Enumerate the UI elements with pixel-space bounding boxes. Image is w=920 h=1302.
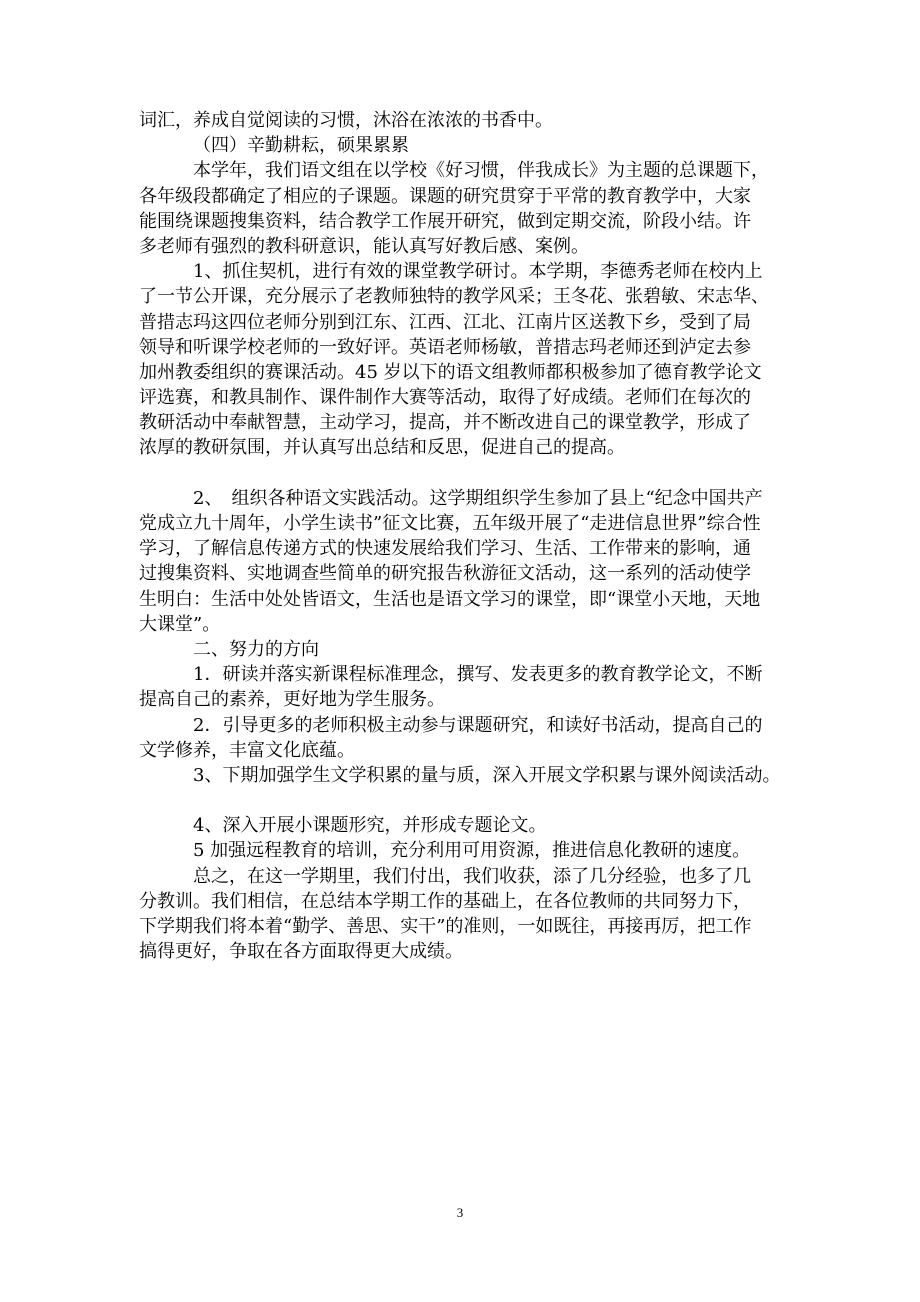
text-line: 领导和听课学校老师的一致好评。英语老师杨敏，普措志玛老师还到泸定去参 (139, 336, 751, 358)
text-line: 能围绕课题搜集资料，结合教学工作展开研究，做到定期交流，阶段小结。许 (139, 210, 751, 232)
text-line: 过搜集资料、实地调查些简单的研究报告秋游征文活动，这一系列的活动使学 (139, 563, 751, 585)
text-line: 了一节公开课，充分展示了老教师独特的教学风采；王冬花、张碧敏、宋志华、 (139, 286, 769, 308)
document-body (139, 108, 789, 964)
text-line: 本学年，我们语文组在以学校《好习惯，伴我成长》为主题的总课题下， (193, 160, 769, 182)
text-line: 学习，了解信息传递方式的快速发展给我们学习、生活、工作带来的影响，通 (139, 538, 751, 560)
text-line: 搞得更好，争取在各方面取得更大成绩。 (139, 941, 463, 963)
text-line: 2、 组织各种语文实践活动。这学期组织学生参加了县上“纪念中国共产 (193, 487, 763, 509)
text-line: 2．引导更多的老师积极主动参与课题研究，和读好书活动，提高自己的 (193, 714, 763, 736)
text-line: （四）辛勤耕耘，硕果累累 (193, 135, 409, 157)
text-line: 总之，在这一学期里，我们付出，我们收获，添了几分经验，也多了几 (193, 865, 751, 887)
text-line: 文学修养，丰富文化底蕴。 (139, 739, 355, 761)
text-line: 3、下期加强学生文学积累的量与质，深入开展文学积累与课外阅读活动。 (193, 764, 781, 786)
text-line: 词汇，养成自觉阅读的习惯，沐浴在浓浓的书香中。 (139, 110, 553, 131)
text-line: 分教训。我们相信，在总结本学期工作的基础上，在各位教师的共同努力下， (139, 890, 751, 912)
text-line: 4、深入开展小课题形究，并形成专题论文。 (193, 815, 547, 837)
text-line: 提高自己的素养，更好地为学生服务。 (139, 689, 445, 711)
text-line: 二、努力的方向 (193, 638, 319, 660)
text-line: 教研活动中奉献智慧，主动学习，提高，并不断改进自己的课堂教学，形成了 (139, 412, 751, 434)
text-line: 普措志玛这四位老师分别到江东、江西、江北、江南片区送教下乡，受到了局 (139, 311, 751, 333)
text-line: 多老师有强烈的教科研意识，能认真写好教后感、案例。 (139, 235, 589, 257)
page-number: 3 (456, 1205, 464, 1220)
text-line: 党成立九十周年，小学生读书”征文比赛，五年级开展了“走进信息世界”综合性 (139, 513, 761, 534)
text-line: 浓厚的教研氛围，并认真写出总结和反思，促进自己的提高。 (139, 437, 625, 459)
text-line: 1、抓住契机，进行有效的课堂教学研讨。本学期，李德秀老师在校内上 (193, 261, 763, 283)
text-line: 评选赛，和教具制作、课件制作大赛等活动，取得了好成绩。老师们在每次的 (139, 387, 751, 409)
blank-line (139, 461, 789, 486)
text-line: 下学期我们将本着“勤学、善思、实干”的准则，一如既往，再接再厉，把工作 (139, 916, 752, 937)
text-line: 1．研读并落实新课程标准理念，撰写、发表更多的教育教学论文，不断 (193, 664, 763, 686)
text-line: 5 加强远程教育的培训，充分利用可用资源，推进信息化教研的速度。 (193, 840, 751, 862)
text-line: 加州教委组织的赛课活动。45 岁以下的语文组教师都积极参加了德育教学论文 (139, 361, 762, 383)
text-line: 生明白：生活中处处皆语文，生活也是语文学习的课堂，即“课堂小天地，天地 (139, 588, 761, 610)
text-line: 各年级段都确定了相应的子课题。课题的研究贯穿于平常的教育教学中，大家 (139, 185, 751, 207)
blank-line (139, 788, 789, 813)
text-line: 大课堂”。 (139, 613, 221, 635)
